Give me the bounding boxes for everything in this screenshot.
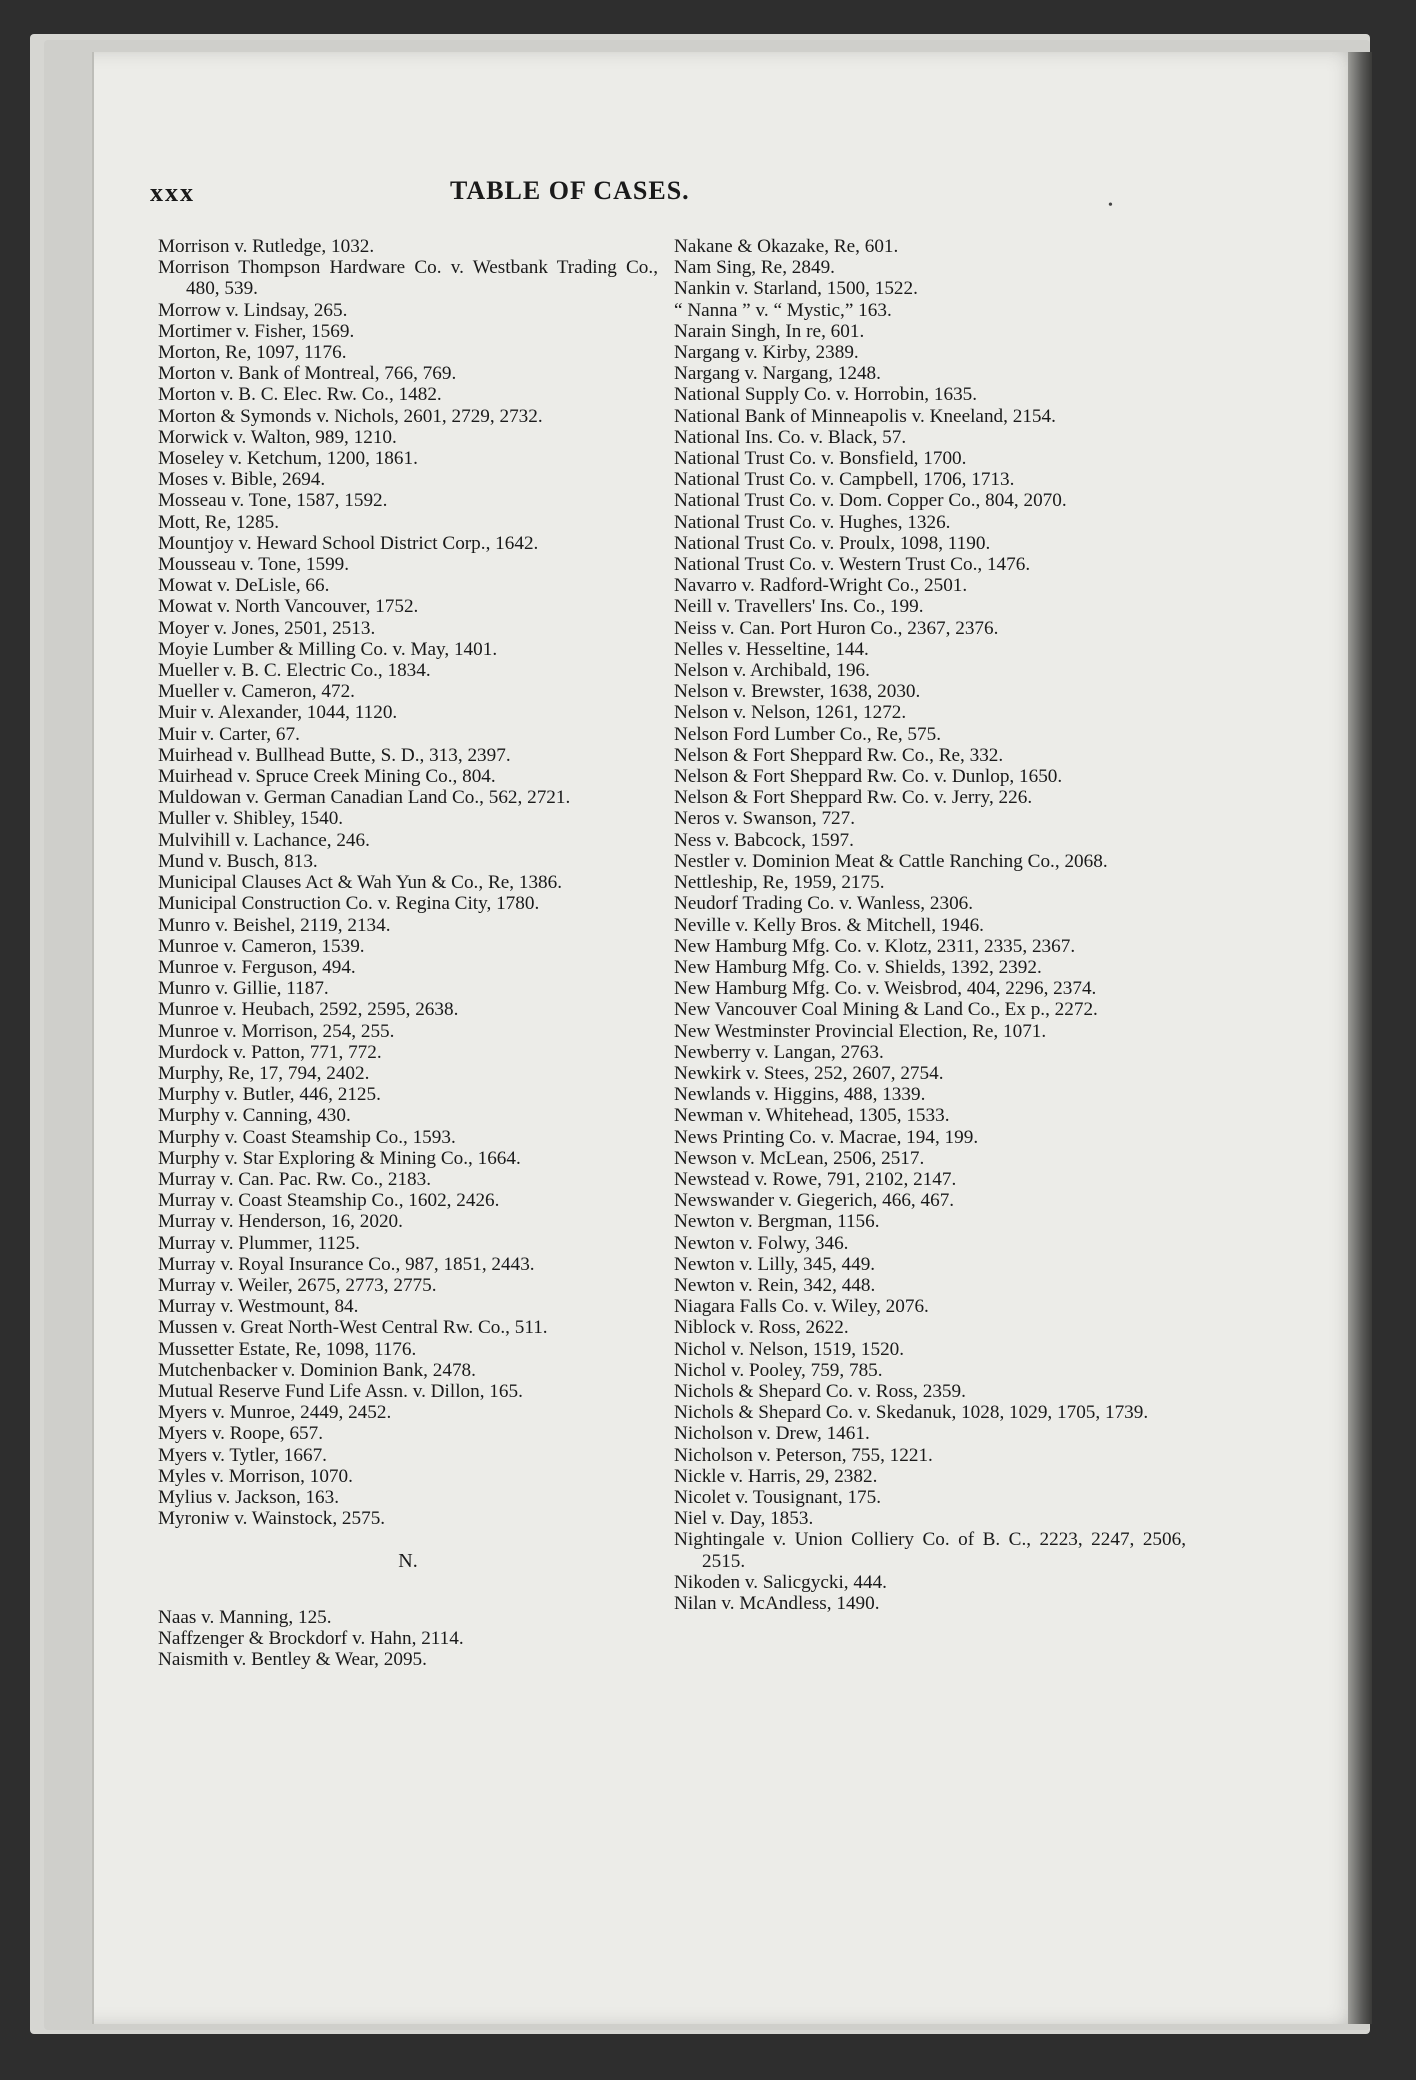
page-folio: xxx	[150, 178, 195, 207]
case-entry: Muir v. Alexander, 1044, 1120.	[158, 702, 398, 724]
case-entry: Neill v. Travellers' Ins. Co., 199.	[674, 596, 924, 618]
case-entry: Nicholson v. Drew, 1461.	[674, 1423, 870, 1445]
case-entry: Nikoden v. Salicgycki, 444.	[674, 1571, 887, 1593]
case-entry: Murphy v. Coast Steamship Co., 1593.	[158, 1126, 456, 1148]
case-entry: Murray v. Westmount, 84.	[158, 1296, 359, 1318]
case-entry: Morrison v. Rutledge, 1032.	[158, 236, 375, 257]
case-entry: Murdock v. Patton, 771, 772.	[158, 1041, 382, 1063]
case-entry: Moyer v. Jones, 2501, 2513.	[158, 617, 376, 639]
case-entry: Myroniw v. Wainstock, 2575.	[158, 1508, 386, 1530]
case-entry: Nelson & Fort Sheppard Rw. Co. v. Jerry, 226.	[674, 787, 1033, 809]
case-entry: Nelson v. Nelson, 1261, 1272.	[674, 702, 907, 724]
case-entry: Murphy v. Butler, 446, 2125.	[158, 1084, 381, 1106]
case-entry: Niel v. Day, 1853.	[674, 1508, 814, 1530]
case-entry: Munroe v. Cameron, 1539.	[158, 935, 365, 957]
page-edge-shadow	[1348, 52, 1372, 2024]
case-entry: Murphy v. Star Exploring & Mining Co., 1664.	[158, 1147, 521, 1169]
case-entry: Newton v. Bergman, 1156.	[674, 1211, 880, 1233]
case-entry: Muirhead v. Bullhead Butte, S. D., 313, 2397.	[158, 744, 511, 766]
case-entry: National Trust Co. v. Western Trust Co., 1476.	[674, 554, 1031, 576]
case-entry: New Vancouver Coal Mining & Land Co., Ex p., 2272.	[674, 999, 1098, 1021]
case-entry: Mutchenbacker v. Dominion Bank, 2478.	[158, 1359, 476, 1381]
case-entry: Murphy v. Canning, 430.	[158, 1105, 351, 1127]
case-entry: Niagara Falls Co. v. Wiley, 2076.	[674, 1296, 929, 1318]
case-entry: National Trust Co. v. Bonsfield, 1700.	[674, 448, 967, 470]
case-entry: National Ins. Co. v. Black, 57.	[674, 426, 907, 448]
case-entry: Newlands v. Higgins, 488, 1339.	[674, 1084, 926, 1106]
case-entry: Myles v. Morrison, 1070.	[158, 1465, 353, 1487]
case-entry: Moses v. Bible, 2694.	[158, 469, 326, 491]
case-entry: Morton v. B. C. Elec. Rw. Co., 1482.	[158, 384, 442, 406]
case-entry: Nichols & Shepard Co. v. Ross, 2359.	[674, 1380, 966, 1402]
case-entry: Mousseau v. Tone, 1599.	[158, 554, 350, 576]
case-entry: Nichol v. Nelson, 1519, 1520.	[674, 1338, 905, 1360]
case-entry: Newton v. Rein, 342, 448.	[674, 1274, 876, 1296]
case-entry: Neville v. Kelly Bros. & Mitchell, 1946.	[674, 914, 984, 936]
case-entry: Ness v. Babcock, 1597.	[674, 829, 854, 851]
case-entry: Newson v. McLean, 2506, 2517.	[674, 1147, 925, 1169]
case-entry: Naas v. Manning, 125.	[158, 1606, 332, 1628]
case-entry: Newton v. Lilly, 345, 449.	[674, 1253, 876, 1275]
case-entry: New Hamburg Mfg. Co. v. Klotz, 2311, 2335, 2367.	[674, 935, 1076, 957]
page-header	[150, 176, 880, 216]
case-entry: National Trust Co. v. Proulx, 1098, 1190.	[674, 532, 991, 554]
case-entry: Murray v. Coast Steamship Co., 1602, 2426.	[158, 1190, 500, 1212]
case-entry: National Trust Co. v. Dom. Copper Co., 804, 2070.	[674, 490, 1067, 512]
case-entry: Nelson v. Brewster, 1638, 2030.	[674, 681, 921, 703]
case-entry: National Supply Co. v. Horrobin, 1635.	[674, 384, 978, 406]
case-entry: Municipal Construction Co. v. Regina City, 1780.	[158, 893, 540, 915]
case-entry: Nettleship, Re, 1959, 2175.	[674, 872, 885, 894]
case-entry: Mortimer v. Fisher, 1569.	[158, 320, 355, 342]
case-entry: Munroe v. Ferguson, 494.	[158, 956, 356, 978]
case-entry: Neudorf Trading Co. v. Wanless, 2306.	[674, 893, 974, 915]
case-entry: Nightingale v. Union Colliery Co. of B. C., 2223, 2247, 2506, 2515.	[674, 1529, 1186, 1572]
case-entry: Neros v. Swanson, 727.	[674, 808, 856, 830]
case-entry: Nicolet v. Tousignant, 175.	[674, 1486, 882, 1508]
case-entry: Mueller v. Cameron, 472.	[158, 681, 355, 703]
case-entry: Moseley v. Ketchum, 1200, 1861.	[158, 448, 418, 470]
case-entry: Nelson v. Archibald, 196.	[674, 660, 870, 682]
case-entry: Nichol v. Pooley, 759, 785.	[674, 1359, 883, 1381]
case-entry: Nargang v. Kirby, 2389.	[674, 342, 859, 364]
left-column	[158, 236, 658, 1670]
case-entry: Nargang v. Nargang, 1248.	[674, 363, 881, 385]
case-entry: Myers v. Munroe, 2449, 2452.	[158, 1402, 392, 1424]
case-entry: Munro v. Gillie, 1187.	[158, 978, 329, 1000]
case-entry: Morton & Symonds v. Nichols, 2601, 2729, 2732.	[158, 405, 543, 427]
case-entry: Narain Singh, In re, 601.	[674, 320, 865, 342]
case-entry: Mott, Re, 1285.	[158, 511, 279, 533]
case-entry: Nickle v. Harris, 29, 2382.	[674, 1465, 878, 1487]
case-entry: Mussen v. Great North-West Central Rw. Co., 511.	[158, 1317, 548, 1339]
case-entry: Naismith v. Bentley & Wear, 2095.	[158, 1649, 427, 1670]
case-entry: Myers v. Tytler, 1667.	[158, 1444, 327, 1466]
case-entry: Murray v. Royal Insurance Co., 987, 1851, 2443.	[158, 1253, 535, 1275]
case-entry: News Printing Co. v. Macrae, 194, 199.	[674, 1126, 979, 1148]
case-entry: Mountjoy v. Heward School District Corp., 1642.	[158, 532, 539, 554]
case-entry: Muller v. Shibley, 1540.	[158, 808, 344, 830]
case-entry: New Hamburg Mfg. Co. v. Shields, 1392, 2392.	[674, 956, 1042, 978]
case-entry: New Hamburg Mfg. Co. v. Weisbrod, 404, 2296, 2374.	[674, 978, 1097, 1000]
case-entry: Morton v. Bank of Montreal, 766, 769.	[158, 363, 457, 385]
case-entry: National Bank of Minneapolis v. Kneeland, 2154.	[674, 405, 1056, 427]
case-entry: Muirhead v. Spruce Creek Mining Co., 804.	[158, 766, 496, 788]
case-entry: Nicholson v. Peterson, 755, 1221.	[674, 1444, 933, 1466]
case-entry: Nankin v. Starland, 1500, 1522.	[674, 278, 918, 300]
case-entry: Newstead v. Rowe, 791, 2102, 2147.	[674, 1168, 957, 1190]
case-entry: Murray v. Henderson, 16, 2020.	[158, 1211, 403, 1233]
case-entry: Mowat v. North Vancouver, 1752.	[158, 596, 419, 618]
case-entry: Nestler v. Dominion Meat & Cattle Ranching Co., 2068.	[674, 850, 1108, 872]
case-entry: Morrison Thompson Hardware Co. v. Westbank Trading Co., 480, 539.	[158, 257, 658, 300]
case-entry: Murray v. Plummer, 1125.	[158, 1232, 360, 1254]
case-entry: National Trust Co. v. Campbell, 1706, 1713.	[674, 469, 1015, 491]
section-letter: N.	[398, 1550, 418, 1573]
case-entry: Morton, Re, 1097, 1176.	[158, 342, 347, 364]
case-entry: Newberry v. Langan, 2763.	[674, 1041, 884, 1063]
case-entry: Nakane & Okazake, Re, 601.	[674, 236, 899, 257]
case-entry: Muldowan v. German Canadian Land Co., 562, 2721.	[158, 787, 571, 809]
case-entry: New Westminster Provincial Election, Re, 1071.	[674, 1020, 1047, 1042]
case-entry: Myers v. Roope, 657.	[158, 1423, 324, 1445]
case-entry: Neiss v. Can. Port Huron Co., 2367, 2376.	[674, 617, 999, 639]
case-entry: Munroe v. Morrison, 254, 255.	[158, 1020, 395, 1042]
case-entry: Morwick v. Walton, 989, 1210.	[158, 426, 397, 448]
case-entry: Muir v. Carter, 67.	[158, 723, 300, 745]
case-entry: Mueller v. B. C. Electric Co., 1834.	[158, 660, 431, 682]
case-entry: Murray v. Can. Pac. Rw. Co., 2183.	[158, 1168, 432, 1190]
case-entry: Niblock v. Ross, 2622.	[674, 1317, 849, 1339]
case-entry: Mowat v. DeLisle, 66.	[158, 575, 330, 597]
case-entry: Newswander v. Giegerich, 466, 467.	[674, 1190, 955, 1212]
case-entry: Naffzenger & Brockdorf v. Hahn, 2114.	[158, 1627, 464, 1649]
case-entry: Nelson & Fort Sheppard Rw. Co., Re, 332.	[674, 744, 1004, 766]
case-entry: Mylius v. Jackson, 163.	[158, 1486, 340, 1508]
case-entry: Mosseau v. Tone, 1587, 1592.	[158, 490, 388, 512]
case-entry: Newman v. Whitehead, 1305, 1533.	[674, 1105, 950, 1127]
case-entry: Municipal Clauses Act & Wah Yun & Co., Re, 1386.	[158, 872, 563, 894]
page-title: TABLE OF CASES.	[450, 176, 690, 205]
case-entry: Nelson Ford Lumber Co., Re, 575.	[674, 723, 942, 745]
case-entry: Mund v. Busch, 813.	[158, 850, 318, 872]
case-entry: Morrow v. Lindsay, 265.	[158, 299, 348, 321]
case-entry: Nelson & Fort Sheppard Rw. Co. v. Dunlop, 1650.	[674, 766, 1063, 788]
case-entry: Nilan v. McAndless, 1490.	[674, 1593, 880, 1614]
case-entry: Navarro v. Radford-Wright Co., 2501.	[674, 575, 968, 597]
case-entry: Munroe v. Heubach, 2592, 2595, 2638.	[158, 999, 459, 1021]
case-entry: Newton v. Folwy, 346.	[674, 1232, 849, 1254]
case-entry: Moyie Lumber & Milling Co. v. May, 1401.	[158, 638, 498, 660]
case-entry: “ Nanna ” v. “ Mystic,” 163.	[674, 299, 892, 321]
case-entry: Mutual Reserve Fund Life Assn. v. Dillon, 165.	[158, 1380, 523, 1402]
case-entry: Mussetter Estate, Re, 1098, 1176.	[158, 1338, 417, 1360]
case-entry: Nelles v. Hesseltine, 144.	[674, 638, 869, 660]
speck-mark: •	[1108, 198, 1113, 213]
case-entry: Newkirk v. Stees, 252, 2607, 2754.	[674, 1062, 944, 1084]
case-entry: Mulvihill v. Lachance, 246.	[158, 829, 370, 851]
case-entry: Murray v. Weiler, 2675, 2773, 2775.	[158, 1274, 437, 1296]
case-entry: Munro v. Beishel, 2119, 2134.	[158, 914, 391, 936]
case-entry: Murphy, Re, 17, 794, 2402.	[158, 1062, 370, 1084]
case-entry: Nam Sing, Re, 2849.	[674, 257, 835, 279]
right-column	[674, 236, 1186, 1614]
case-entry: Nichols & Shepard Co. v. Skedanuk, 1028, 1029, 1705, 1739.	[674, 1402, 1149, 1424]
case-entry: National Trust Co. v. Hughes, 1326.	[674, 511, 951, 533]
